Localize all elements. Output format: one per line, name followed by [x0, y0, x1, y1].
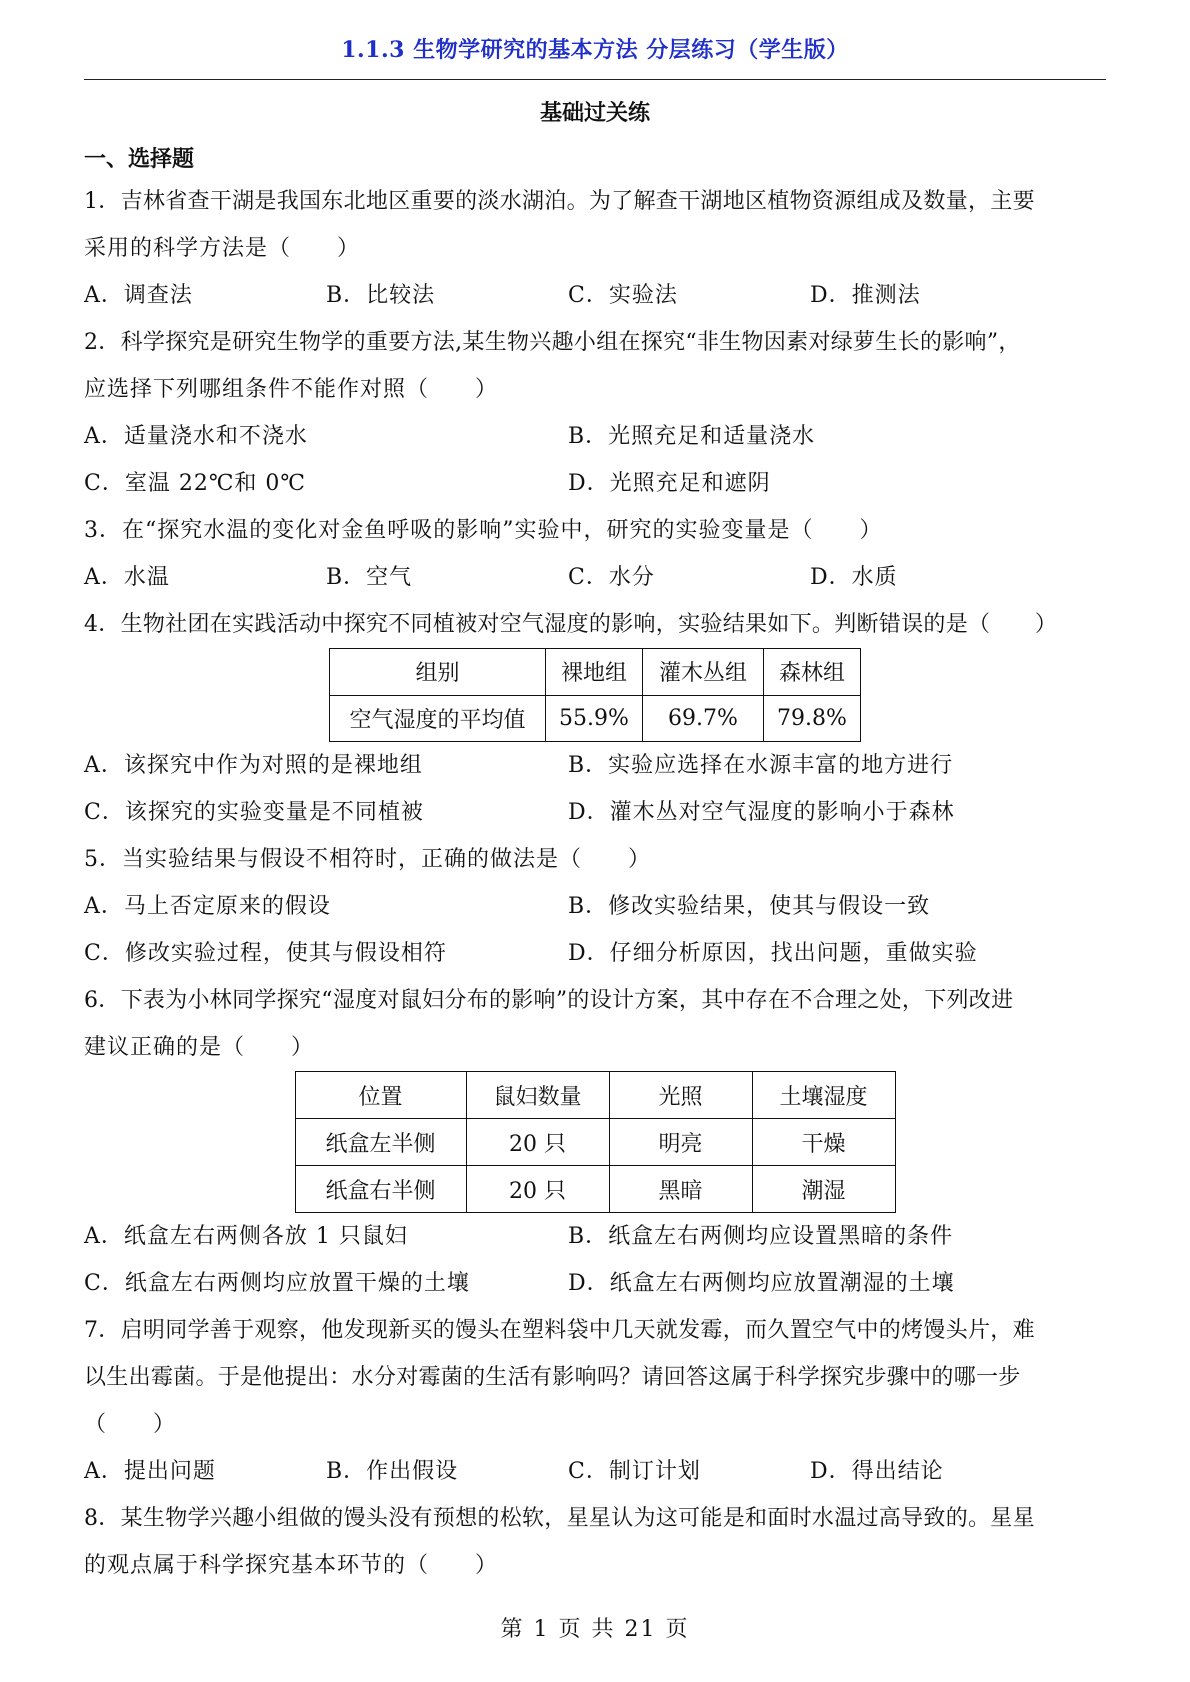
question-7-option-c: C．制订计划 [568, 1459, 701, 1484]
question-7-option-d: D．得出结论 [810, 1459, 944, 1484]
table-cell: 潮湿 [752, 1166, 895, 1213]
woodlouse-table [295, 1071, 896, 1213]
question-2-options-row1 [84, 413, 1106, 460]
table-cell: 纸盒左半侧 [295, 1119, 466, 1166]
table-cell: 20 只 [466, 1119, 609, 1166]
question-4-option-a: A．该探究中作为对照的是裸地组 [84, 753, 423, 778]
table-row [295, 1119, 895, 1166]
question-6-options-row2 [84, 1260, 1106, 1307]
question-4-options-row2 [84, 789, 1106, 836]
question-8-text-line2: 的观点属于科学探究基本环节的（ ） [84, 1553, 499, 1578]
question-1-text-line1: 1．吉林省查干湖是我国东北地区重要的淡水湖泊。为了解查干湖地区植物资源组成及数量，主要 [84, 189, 1035, 214]
table-row [295, 1166, 895, 1213]
question-3-option-d: D．水质 [810, 565, 898, 590]
table-cell: 55.9% [546, 695, 643, 742]
question-6-table-wrapper [84, 1071, 1106, 1213]
question-3-text-line1: 3．在“探究水温的变化对金鱼呼吸的影响”实验中，研究的实验变量是（ ） [84, 518, 883, 543]
question-4-options-row1 [84, 742, 1106, 789]
question-6-options-row1 [84, 1213, 1106, 1260]
question-7-text-line1: 7．启明同学善于观察，他发现新买的馒头在塑料袋中几天就发霉，而久置空气中的烤馒头片，难 [84, 1318, 1035, 1343]
question-8-text-line1: 8．某生物学兴趣小组做的馒头没有预想的松软，星星认为这可能是和面时水温过高导致的。星星 [84, 1506, 1035, 1531]
table-header-row [330, 649, 861, 696]
header-divider [84, 79, 1106, 80]
table-row [330, 695, 861, 742]
question-5-options-row1 [84, 883, 1106, 930]
question-6-option-a: A．纸盒左右两侧各放 1 只鼠妇 [84, 1224, 408, 1249]
question-3-options [84, 554, 1106, 601]
question-2-option-a: A．适量浇水和不浇水 [84, 424, 308, 449]
question-6-option-d: D．纸盒左右两侧均应放置潮湿的土壤 [568, 1271, 955, 1296]
humidity-table [329, 648, 861, 742]
question-6-option-c: C．纸盒左右两侧均应放置干燥的土壤 [84, 1271, 470, 1296]
question-6-text-line1: 6．下表为小林同学探究“湿度对鼠妇分布的影响”的设计方案，其中存在不合理之处，下列改进 [84, 988, 1014, 1013]
question-4-text-line1: 4．生物社团在实践活动中探究不同植被对空气湿度的影响，实验结果如下。判断错误的是（ ） [84, 612, 1058, 637]
question-3-option-a: A．水温 [84, 565, 170, 590]
question-5-option-c: C．修改实验过程，使其与假设相符 [84, 941, 447, 966]
table-header-cell: 位置 [295, 1072, 466, 1119]
question-4-option-c: C．该探究的实验变量是不同植被 [84, 800, 424, 825]
question-1-option-a: A．调查法 [84, 283, 193, 308]
part-heading: 一、选择题 [84, 146, 195, 172]
question-1-option-b: B．比较法 [326, 283, 436, 308]
question-5-option-a: A．马上否定原来的假设 [84, 894, 331, 919]
table-cell: 79.8% [764, 695, 861, 742]
table-header-cell: 组别 [330, 649, 546, 696]
table-cell: 黑暗 [609, 1166, 752, 1213]
question-2-option-b: B．光照充足和适量浇水 [568, 424, 816, 449]
table-header-row [295, 1072, 895, 1119]
question-6-option-b: B．纸盒左右两侧均应设置黑暗的条件 [568, 1224, 954, 1249]
question-5-options-row2 [84, 930, 1106, 977]
question-7-text-line3: （ ） [84, 1412, 177, 1437]
table-header-cell: 土壤湿度 [752, 1072, 895, 1119]
table-header-cell: 裸地组 [546, 649, 643, 696]
section-title: 基础过关练 [539, 100, 650, 126]
question-1-option-c: C．实验法 [568, 283, 678, 308]
document-title: 1.1.3 生物学研究的基本方法 分层练习（学生版） [341, 37, 849, 63]
question-7-option-b: B．作出假设 [326, 1459, 459, 1484]
table-header-cell: 灌木丛组 [643, 649, 764, 696]
table-cell: 明亮 [609, 1119, 752, 1166]
question-7-text-line2: 以生出霉菌。于是他提出：水分对霉菌的生活有影响吗？请回答这属于科学探究步骤中的哪一步 [84, 1365, 1021, 1390]
question-1-options [84, 272, 1106, 319]
question-2-option-c: C．室温 22℃和 0℃ [84, 471, 307, 496]
table-cell: 干燥 [752, 1119, 895, 1166]
question-2-option-d: D．光照充足和遮阴 [568, 471, 771, 496]
question-3-option-c: C．水分 [568, 565, 655, 590]
table-cell: 空气湿度的平均值 [330, 695, 546, 742]
question-2-options-row2 [84, 460, 1106, 507]
page-number: 第 1 页 共 21 页 [500, 1617, 690, 1642]
question-1-text-line2: 采用的科学方法是（ ） [84, 236, 361, 261]
table-cell: 20 只 [466, 1166, 609, 1213]
table-header-cell: 森林组 [764, 649, 861, 696]
question-2-text-line2: 应选择下列哪组条件不能作对照（ ） [84, 377, 499, 402]
question-7-options [84, 1448, 1106, 1495]
question-list [84, 178, 1106, 1589]
question-7-option-a: A．提出问题 [84, 1459, 216, 1484]
question-3-option-b: B．空气 [326, 565, 413, 590]
question-5-option-d: D．仔细分析原因，找出问题，重做实验 [568, 941, 978, 966]
question-4-option-d: D．灌木丛对空气湿度的影响小于森林 [568, 800, 955, 825]
table-cell: 纸盒右半侧 [295, 1166, 466, 1213]
question-4-option-b: B．实验应选择在水源丰富的地方进行 [568, 753, 954, 778]
table-header-cell: 鼠妇数量 [466, 1072, 609, 1119]
question-5-text-line1: 5．当实验结果与假设不相符时，正确的做法是（ ） [84, 847, 651, 872]
question-6-text-line2: 建议正确的是（ ） [84, 1035, 315, 1060]
table-cell: 69.7% [643, 695, 764, 742]
question-1-option-d: D．推测法 [810, 283, 921, 308]
question-5-option-b: B．修改实验结果，使其与假设一致 [568, 894, 931, 919]
table-header-cell: 光照 [609, 1072, 752, 1119]
question-2-text-line1: 2．科学探究是研究生物学的重要方法,某生物兴趣小组在探究“非生物因素对绿萝生长的影响”， [84, 330, 1021, 355]
question-4-table-wrapper [84, 648, 1106, 742]
